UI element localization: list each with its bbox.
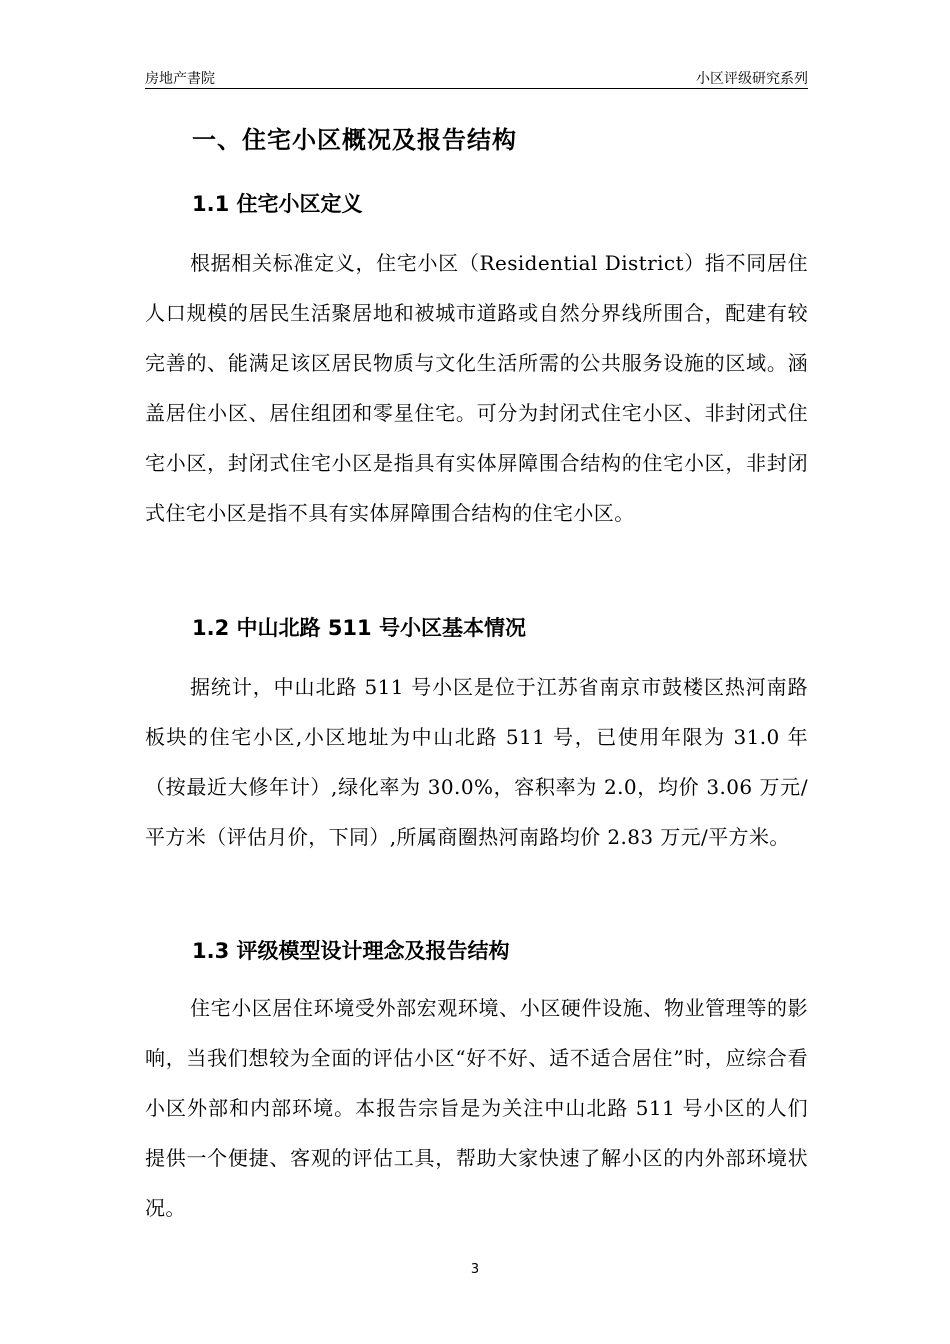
chapter-title: 一、住宅小区概况及报告结构 xyxy=(192,126,517,154)
section-paragraph-1-3: 住宅小区居住环境受外部宏观环境、小区硬件设施、物业管理等的影响，当我们想较为全面的评估小区“好不好、适不适合居住”时，应综合看小区外部和内部环境。本报告宗旨是为关注中山北路 511 号小区的人们提供一个便捷、客观的评估工具，帮助大家快速了解小区的内外部环境状况。 xyxy=(145,996,808,1220)
section-title-1-2: 1.2 中山北路 511 号小区基本情况 xyxy=(192,616,526,640)
page-number: 3 xyxy=(470,1262,480,1277)
page-header xyxy=(145,62,808,89)
section-paragraph-1-1: 根据相关标准定义，住宅小区（Residential District）指不同居住人口规模的居民生活聚居地和被城市道路或自然分界线所围合，配建有较完善的、能满足该区居民物质与文化生活所需的公共服务设施的区域。涵盖居住小区、居住组团和零星住宅。可分为封闭式住宅小区、非封闭式住宅小区，封闭式住宅小区是指具有实体屏障围合结构的住宅小区，非封闭式住宅小区是指不具有实体屏障围合结构的住宅小区。 xyxy=(145,251,808,525)
section-title-1-1: 1.1 住宅小区定义 xyxy=(192,192,363,216)
header-publisher: 房地产書院 xyxy=(145,71,215,87)
section-title-1-3: 1.3 评级模型设计理念及报告结构 xyxy=(192,939,510,963)
header-series-title: 小区评级研究系列 xyxy=(696,71,808,87)
section-paragraph-1-2: 据统计，中山北路 511 号小区是位于江苏省南京市鼓楼区热河南路板块的住宅小区,小区地址为中山北路 511 号，已使用年限为 31.0 年（按最近大修年计）,绿化率为 30.0%，容积率为 2.0，均价 3.06 万元/平方米（评估月价，下同）,所属商圈热河南路均价 2.83 万元/平方米。 xyxy=(145,675,808,849)
